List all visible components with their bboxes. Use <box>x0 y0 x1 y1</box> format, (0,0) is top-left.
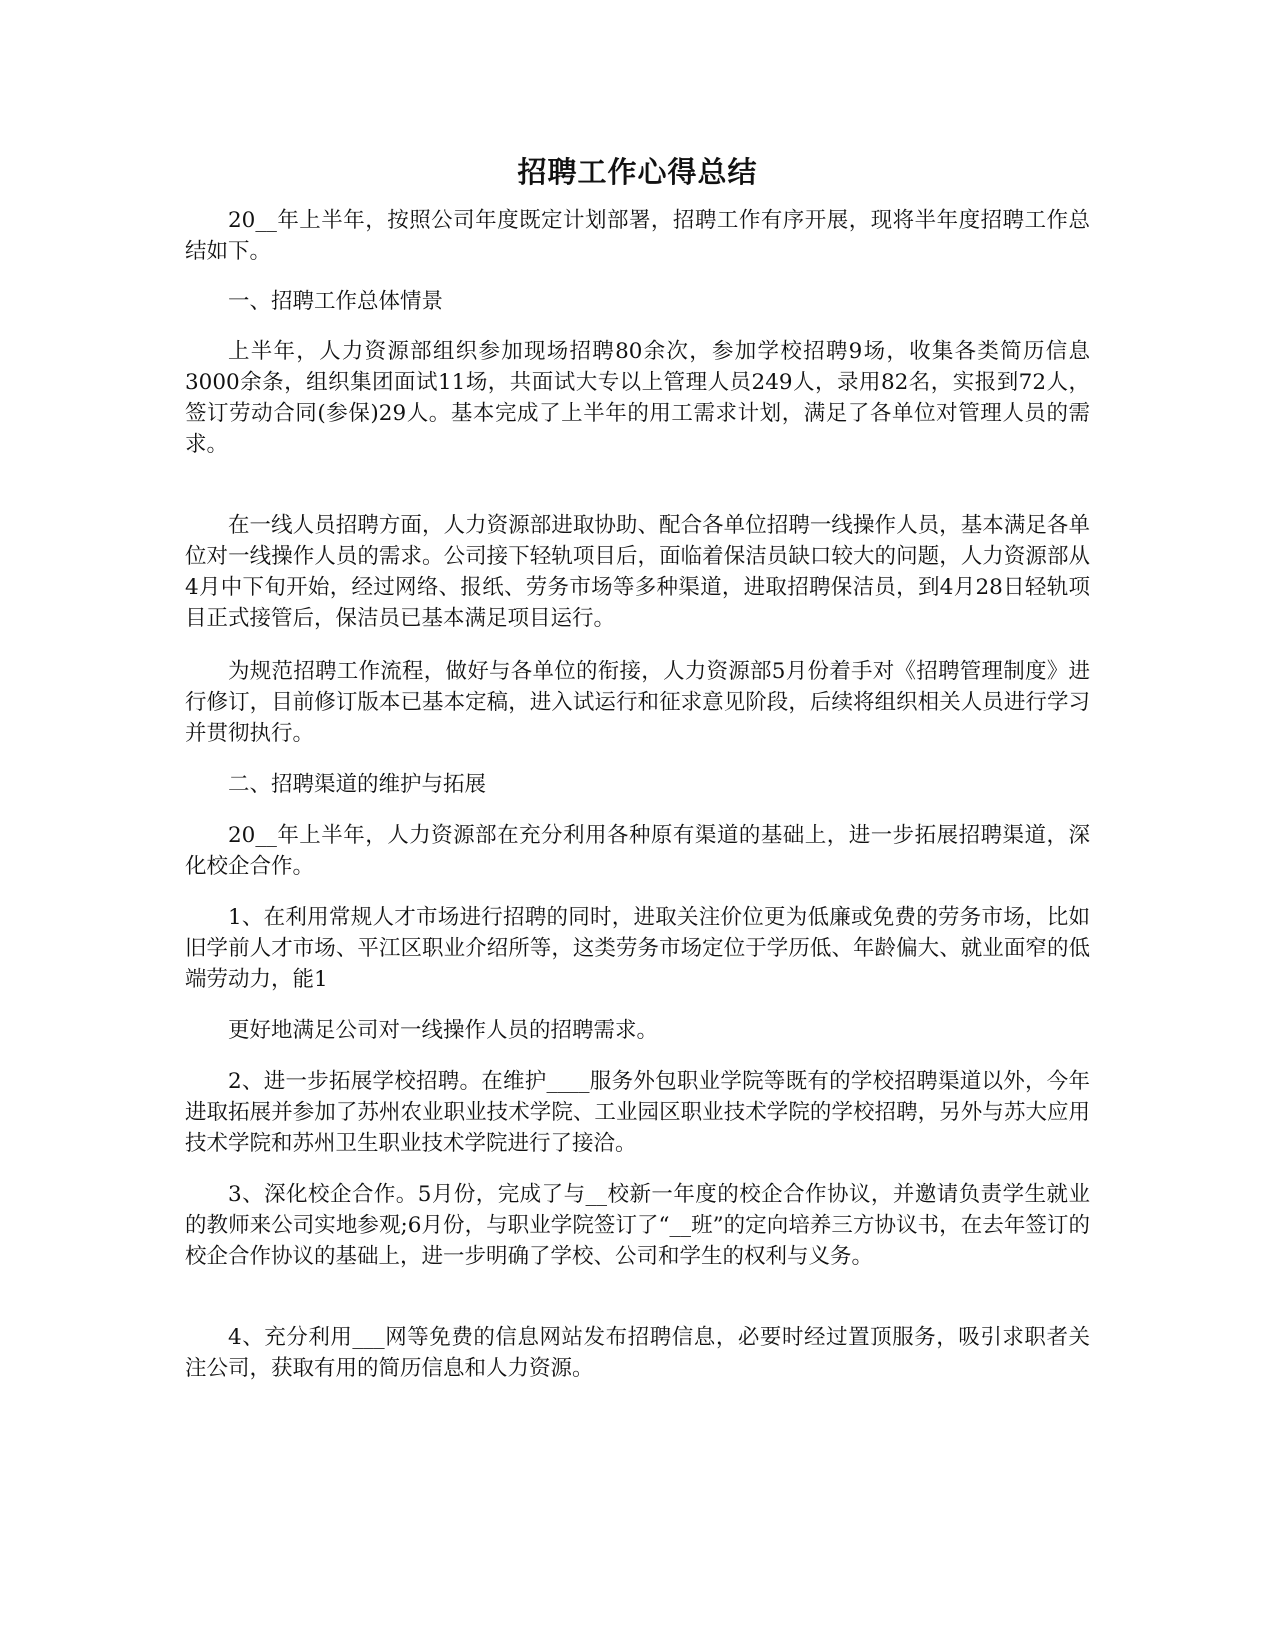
section-heading-overview: 一、招聘工作总体情景 <box>228 289 444 314</box>
section-heading-channels: 二、招聘渠道的维护与拓展 <box>228 772 487 797</box>
paragraph-item-4: 4、充分利用___网等免费的信息网站发布招聘信息，必要时经过置顶服务，吸引求职者关注公司，获取有用的简历信息和人力资源。 <box>185 1325 1090 1381</box>
paragraph-item-2: 2、进一步拓展学校招聘。在维护____服务外包职业学院等既有的学校招聘渠道以外，今年进取拓展并参加了苏州农业职业技术学院、工业园区职业技术学院的学校招聘，另外与苏大应用技术学院和苏州卫生职业技术学院进行了接洽。 <box>185 1069 1090 1156</box>
paragraph-item-3: 3、深化校企合作。5月份，完成了与__校新一年度的校企合作协议，并邀请负责学生就业的教师来公司实地参观;6月份，与职业学院签订了“__班”的定向培养三方协议书，在去年签订的校企合作协议的基础上，进一步明确了学校、公司和学生的权利与义务。 <box>185 1182 1090 1269</box>
document-title: 招聘工作心得总结 <box>517 155 758 189</box>
paragraph-process-standardization: 为规范招聘工作流程，做好与各单位的衔接，人力资源部5月份着手对《招聘管理制度》进行修订，目前修订版本已基本定稿，进入试运行和征求意见阶段，后续将组织相关人员进行学习并贯彻执行。 <box>185 659 1090 746</box>
paragraph-frontline-recruiting: 在一线人员招聘方面，人力资源部进取协助、配合各单位招聘一线操作人员，基本满足各单位对一线操作人员的需求。公司接下轻轨项目后，面临着保洁员缺口较大的问题，人力资源部从4月中下旬开始，经过网络、报纸、劳务市场等多种渠道，进取招聘保洁员，到4月28日轻轨项目正式接管后，保洁员已基本满足项目运行。 <box>185 513 1090 631</box>
paragraph-channels-intro: 20__年上半年，人力资源部在充分利用各种原有渠道的基础上，进一步拓展招聘渠道，深化校企合作。 <box>185 823 1090 879</box>
paragraph-first-half-summary: 上半年，人力资源部组织参加现场招聘80余次，参加学校招聘9场，收集各类简历信息3000余条，组织集团面试11场，共面试大专以上管理人员249人，录用82名，实报到72人，签订劳动合同(参保)29人。基本完成了上半年的用工需求计划，满足了各单位对管理人员的需求。 <box>185 339 1090 457</box>
paragraph-item-1: 1、在利用常规人才市场进行招聘的同时，进取关注价位更为低廉或免费的劳务市场，比如旧学前人才市场、平江区职业介绍所等，这类劳务市场定位于学历低、年龄偏大、就业面窄的低端劳动力，能1 <box>185 905 1090 992</box>
paragraph-intro: 20__年上半年，按照公司年度既定计划部署，招聘工作有序开展，现将半年度招聘工作总结如下。 <box>185 208 1090 264</box>
paragraph-item-1-continued: 更好地满足公司对一线操作人员的招聘需求。 <box>228 1018 659 1043</box>
